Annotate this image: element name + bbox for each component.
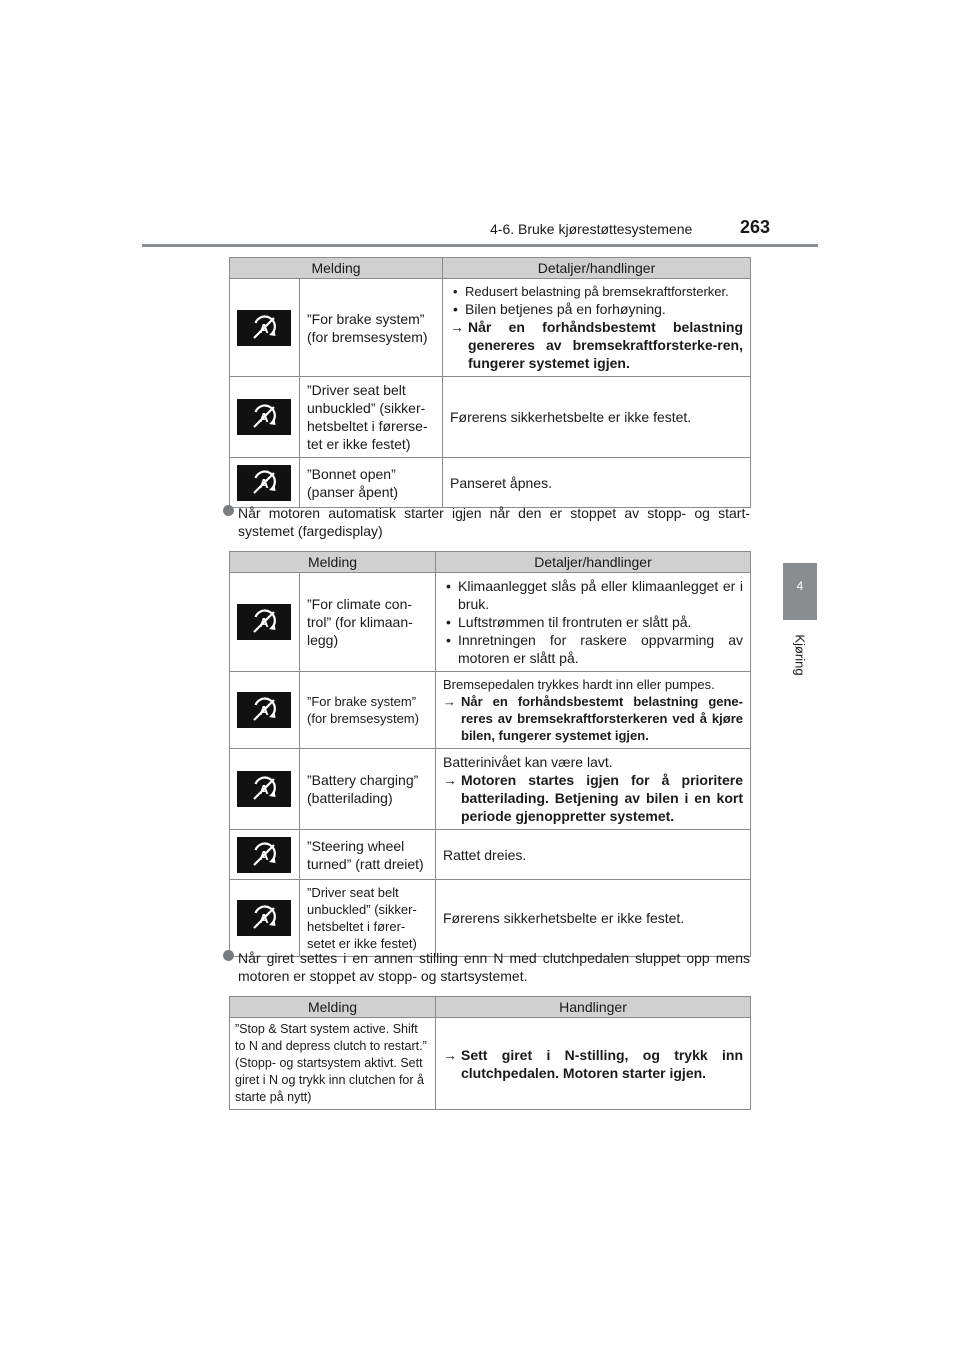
section-title: 4-6. Bruke kjørestøttesystemene [490,221,693,237]
auto-stop-start-off-icon [237,604,291,640]
auto-stop-start-off-icon [237,900,291,936]
condition-text: Batterinivået kan være lavt. [443,754,613,770]
action-line: → Motoren startes igjen for å prioritere batterilading. Betjening av bilen i en kort periode gjenoppretter systemet. [443,772,743,824]
action-line: → Når en forhåndsbestemt belastning genereres av bremsekraftforsterke-ren, fungerer systemet igjen. [450,319,743,371]
column-header-details: Detaljer/handlinger [443,258,751,279]
arrow-icon: → [443,772,457,788]
message-label: ”Driver seat belt unbuckled” (sikker-hetsbeltet i fører-setet er ikke festet) [300,880,436,957]
column-header-actions: Handlinger [436,997,751,1018]
table-row [230,1018,751,1110]
message-details [443,279,751,377]
column-header-message: Melding [230,552,436,573]
condition-item: • Klimaanlegget slås på eller klimaanlegget er i bruk. [443,577,743,613]
message-label: ”For brake system” (for bremsesystem) [300,672,436,749]
messages-table-2 [229,551,751,957]
message-details: Panseret åpnes. [443,458,751,508]
auto-stop-start-off-icon [237,310,291,346]
actions-table [229,996,751,1110]
condition-item: • Redusert belastning på bremsekraftforsterker. [450,283,743,300]
table-header-row [230,552,751,573]
message-actions [436,1018,751,1110]
table-row [230,672,751,749]
bullet-dot-icon [223,950,234,961]
table-row [230,830,751,880]
table-row [230,458,751,508]
chapter-tab [783,563,817,620]
message-details [436,573,751,672]
condition-text: Bremsepedalen trykkes hardt inn eller pumpes. [443,677,715,692]
action-line: → Når en forhåndsbestemt belastning gene-reres av bremsekraftforsterkeren ved å kjøre bilen, fungerer systemet igjen. [443,694,743,743]
chapter-number: 4 [796,579,804,593]
table-row [230,749,751,830]
table-header-row [230,258,751,279]
message-label: ”For brake system” (for bremsesystem) [300,279,443,377]
page-number: 263 [740,217,771,237]
message-details: Førerens sikkerhetsbelte er ikke festet. [443,377,751,458]
table-row [230,573,751,672]
message-details: Rattet dreies. [436,830,751,880]
auto-stop-start-off-icon [237,771,291,807]
section-bullet-paragraph: Når giret settes i en annen stilling enn N med clutchpedalen sluppet opp mens motoren er stoppet av stopp- og startsystemet. [223,949,750,985]
message-label: ”Battery charging” (batterilading) [300,749,436,830]
section-bullet-paragraph: Når motoren automatisk starter igjen når den er stoppet av stopp- og start-systemet (fargedisplay) [223,504,750,540]
condition-item: • Bilen betjenes på en forhøyning. [450,300,743,318]
column-header-message: Melding [230,258,443,279]
arrow-icon: → [450,319,464,335]
message-label: ”Bonnet open” (panser åpent) [300,458,443,508]
table-row [230,880,751,957]
table-row [230,279,751,377]
message-label: ”For climate con-trol” (for klimaan-legg) [300,573,436,672]
bullet-dot-icon [223,505,234,516]
message-label: ”Stop & Start system active. Shift to N and depress clutch to restart.” (Stopp- og startsystem aktivt. Sett giret i N og trykk inn clutchen for å starte på nytt) [230,1018,436,1110]
condition-item: • Innretningen for raskere oppvarming av motoren er slått på. [443,631,743,667]
arrow-icon: → [443,1046,457,1063]
auto-stop-start-off-icon [237,399,291,435]
table-header-row [230,997,751,1018]
column-header-message: Melding [230,997,436,1018]
message-label: ”Steering wheel turned” (ratt dreiet) [300,830,436,880]
chapter-label: Kjøring [792,634,808,676]
condition-item: • Luftstrømmen til frontruten er slått på. [443,613,743,631]
auto-stop-start-off-icon [237,465,291,501]
message-details [436,672,751,749]
messages-table-1 [229,257,751,508]
column-header-details: Detaljer/handlinger [436,552,751,573]
action-line: → Sett giret i N-stilling, og trykk inn clutchpedalen. Motoren starter igjen. [443,1046,743,1081]
header-rule [142,244,818,247]
message-details: Førerens sikkerhetsbelte er ikke festet. [436,880,751,957]
table-row [230,377,751,458]
message-label: ”Driver seat belt unbuckled” (sikker-hetsbeltet i førerse-tet er ikke festet) [300,377,443,458]
auto-stop-start-off-icon [237,837,291,873]
message-details [436,749,751,830]
arrow-icon: → [443,694,456,709]
auto-stop-start-off-icon [237,692,291,728]
